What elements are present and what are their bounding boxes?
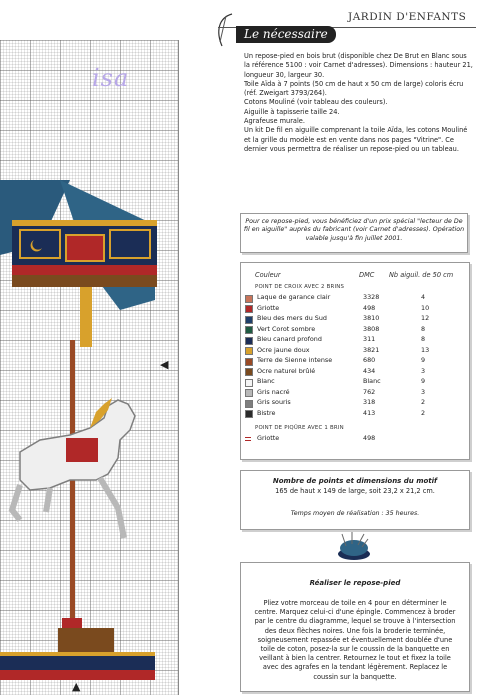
special-offer-box: [240, 213, 468, 253]
horse-leg-front: [100, 478, 124, 538]
materials-para: Un kit De fil en aiguille comprenant la toile Aïda, les cotons Mouliné et la grille du modèle est en vente dans nos pages "Vitrine". Ce dernier vous permettra de réaliser un repose-pied ou un tableau.: [244, 126, 468, 153]
color-row: [245, 335, 463, 344]
watermark-isa: isa: [92, 64, 130, 92]
backstitch-label: POINT DE PIQÛRE AVEC 1 BRIN: [255, 425, 344, 431]
materials-para: Un repose-pied en bois brut (disponible chez De Brut en Blanc sous la référence 5100 : voir Carnet d'adresses). Dimensions : hauteur 21, longueur 30, largeur 30.: [244, 52, 473, 79]
color-row: [245, 314, 463, 323]
color-row: [245, 367, 463, 376]
color-dmc: 498: [363, 434, 376, 442]
color-skeins: 4: [421, 293, 426, 301]
average-time-text: Temps moyen de réalisation : 35 heures.: [290, 510, 420, 517]
crown-panel-left: [20, 230, 60, 258]
base-plinth: [58, 628, 114, 652]
pincushion-icon: [336, 530, 372, 562]
color-dmc: 680: [363, 356, 376, 364]
color-row: [245, 356, 463, 365]
color-skeins: 8: [421, 335, 426, 343]
crown-panel-right: [110, 230, 150, 258]
color-name: Griotte: [257, 303, 280, 312]
color-swatch: [245, 326, 253, 334]
base-red-band: [0, 670, 155, 680]
color-name: Laque de garance clair: [257, 293, 331, 301]
color-name: Bistre: [257, 408, 276, 417]
color-swatch: [245, 379, 253, 387]
color-name: Bleu des mers du Sud: [257, 314, 327, 322]
cross-stitch-label: POINT DE CROIX AVEC 2 BRINS: [255, 284, 345, 290]
color-row: [245, 346, 463, 355]
color-swatch: [245, 368, 253, 376]
crown-red-band: [12, 265, 157, 275]
color-name: Ocre jaune doux: [257, 345, 310, 354]
color-row: [245, 293, 463, 302]
base-cap: [62, 618, 82, 628]
needle-thread-icon: [212, 12, 236, 48]
carousel-horse-motif: [0, 40, 178, 695]
center-arrow-bottom-icon: ▲: [72, 680, 81, 693]
color-row: [245, 377, 463, 386]
crown-brown-band: [12, 275, 157, 287]
color-skeins: 9: [421, 377, 426, 385]
materials-para: Aiguille à tapisserie taille 24.: [244, 107, 340, 116]
color-name: Griotte: [257, 434, 280, 442]
materials-para: Agrafeuse murale.: [244, 117, 305, 126]
color-dmc: 498: [363, 303, 376, 312]
color-row: [245, 398, 463, 407]
color-swatch: [245, 389, 253, 397]
horse-leg-back: [12, 485, 20, 520]
color-dmc: 318: [363, 398, 376, 406]
cross-stitch-chart: [0, 40, 179, 695]
color-dmc: 413: [363, 408, 376, 417]
color-skeins: 2: [421, 398, 426, 406]
materials-para: Toile Aïda à 7 points (50 cm de haut x 50 cm de large) coloris écru (réf. Zweigart 3793/264).: [244, 79, 464, 98]
materials-text: [244, 52, 474, 154]
color-dmc: 3808: [363, 324, 380, 333]
color-row: [245, 388, 463, 397]
crown-gold-top: [12, 220, 157, 226]
special-offer-text: Pour ce repose-pied, vous bénéficiez d'un prix spécial "lecteur de De fil en aiguille" auprès du fabricant (voir Carnet d'adresses). Opération valable jusqu'à fin juillet 2001.: [243, 218, 465, 242]
color-skeins: 8: [421, 324, 426, 333]
materials-para: Cotons Mouliné (voir tableau des couleurs).: [244, 98, 388, 107]
color-skeins: 13: [421, 345, 430, 354]
stitch-count-box: [240, 470, 470, 530]
center-arrow-right-icon: ◀: [160, 358, 169, 371]
horse-saddle: [66, 438, 98, 462]
header-dmc: DMC: [359, 271, 375, 279]
header-needle: Nb aiguil. de 50 cm: [389, 271, 454, 279]
color-swatch: [245, 400, 253, 408]
color-skeins: 12: [421, 314, 430, 322]
color-name: Ocre naturel brûlé: [257, 366, 316, 375]
color-swatch: [245, 295, 253, 303]
color-skeins: 3: [421, 366, 426, 375]
instructions-box: [240, 562, 470, 692]
color-swatch: [245, 337, 253, 345]
color-row: [245, 325, 463, 334]
stitch-count-title: Nombre de points et dimensions du motif: [272, 477, 438, 485]
color-name: Gris nacré: [257, 387, 290, 396]
color-name: Blanc: [257, 377, 275, 385]
color-dmc: 3328: [363, 293, 380, 301]
color-swatch: [245, 316, 253, 324]
color-swatch: [245, 347, 253, 355]
color-dmc: 3821: [363, 345, 380, 354]
color-row: [245, 409, 463, 418]
color-table: [240, 262, 470, 460]
instructions-text: Pliez votre morceau de toile en 4 pour en déterminer le centre. Marquez celui-ci d'une épingle. Commencez à broder par le centre du diagramme, lequel se trouve à l'intersection des deux flèches noires. Une fois la broderie terminée, soigneusement repassée et éventuellement doublée d'une toile de coton, posez-la sur le coussin de la banquette en veillant à bien la centrer. Retournez le tout et fixez la toile avec des agrafes en la tendant légèrement. Replacez le coussin sur la banquette.: [254, 599, 456, 681]
instructions-title: Réaliser le repose-pied: [309, 579, 401, 587]
color-dmc: 762: [363, 387, 376, 396]
color-dmc: Blanc: [363, 377, 381, 385]
backstitch-swatch: [245, 437, 251, 441]
crown-column: [80, 287, 92, 347]
color-name: Gris souris: [257, 398, 291, 406]
color-swatch: [245, 410, 253, 418]
horse-leg-mid: [46, 488, 50, 512]
color-swatch: [245, 305, 253, 313]
crown-center-panel: [66, 235, 104, 261]
color-name: Terre de Sienne intense: [257, 356, 333, 364]
color-name: Vert Corot sombre: [257, 324, 316, 333]
color-dmc: 311: [363, 335, 376, 343]
color-dmc: 3810: [363, 314, 380, 322]
header-color: Couleur: [255, 271, 281, 279]
color-skeins: 9: [421, 356, 426, 364]
color-dmc: 434: [363, 366, 376, 375]
base-gold-line: [0, 652, 155, 656]
color-skeins: 3: [421, 387, 426, 396]
stitch-count-text: 165 de haut x 149 de large, soit 23,2 x 21,2 cm.: [275, 487, 435, 495]
color-name: Bleu canard profond: [257, 335, 322, 343]
section-title: Le nécessaire: [236, 26, 336, 43]
color-skeins: 10: [421, 303, 430, 312]
color-row: [245, 304, 463, 313]
color-skeins: 2: [421, 408, 426, 417]
backstitch-row: [245, 434, 463, 443]
color-swatch: [245, 358, 253, 366]
page-section-header: JARDIN D'ENFANTS: [348, 11, 467, 23]
